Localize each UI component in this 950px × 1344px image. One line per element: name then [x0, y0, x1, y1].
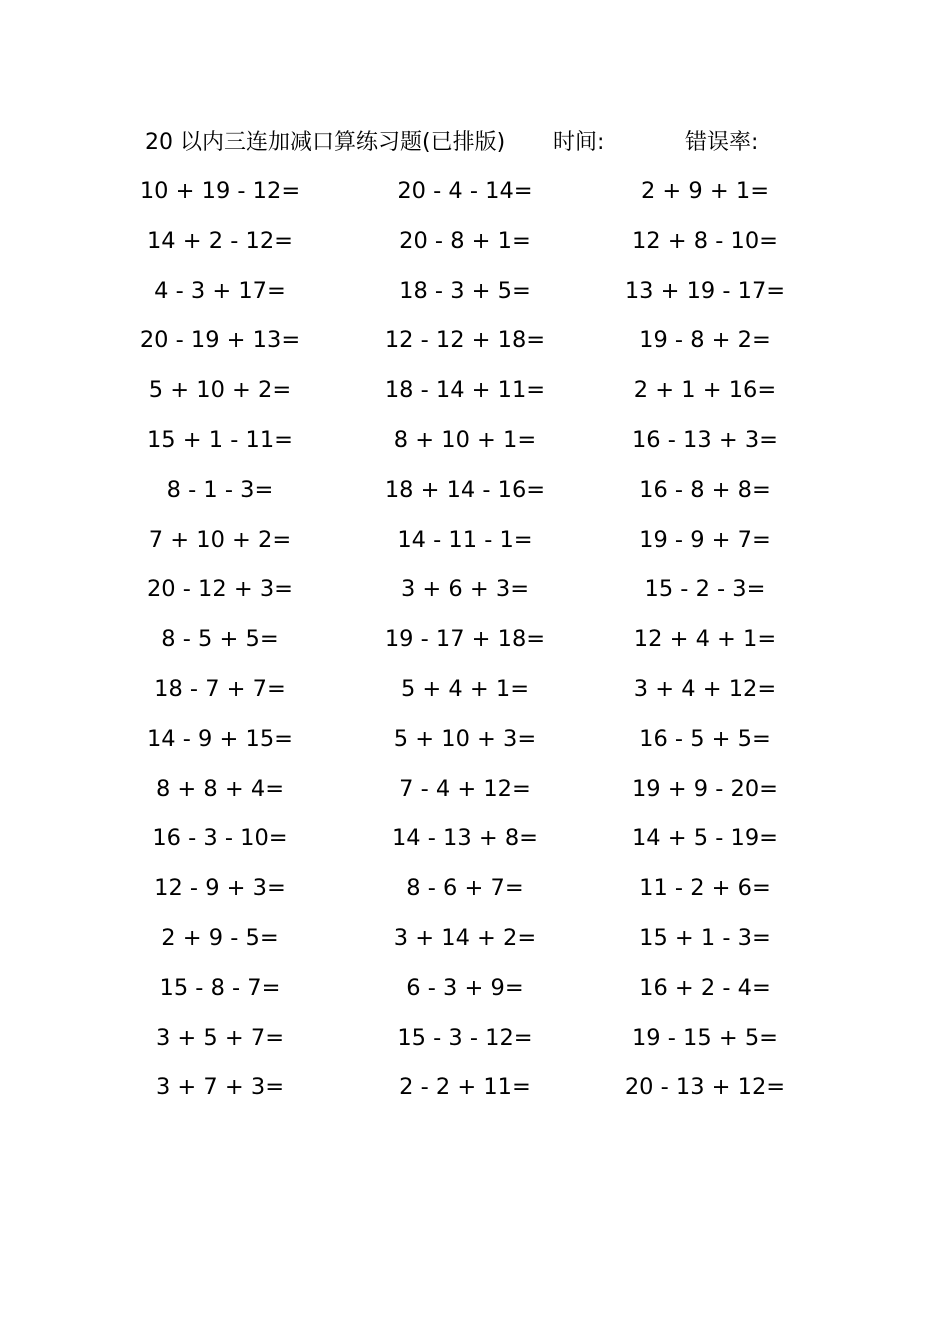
problem-column-2 [380, 174, 550, 1120]
math-problem: 20 - 8 + 1= [399, 227, 531, 254]
math-problem: 16 - 3 - 10= [152, 825, 288, 852]
math-problem: 14 - 11 - 1= [397, 526, 533, 553]
math-problem: 15 + 1 - 11= [146, 426, 293, 453]
math-problem: 2 + 1 + 16= [633, 377, 777, 404]
math-problem: 12 + 8 - 10= [631, 227, 778, 254]
time-label: 时间: [553, 130, 605, 155]
math-problem: 18 - 3 + 5= [399, 277, 531, 304]
math-problem: 19 + 9 - 20= [631, 775, 778, 802]
problem-column-1 [140, 174, 300, 1120]
math-problem: 15 - 3 - 12= [397, 1024, 533, 1051]
math-problem: 18 - 7 + 7= [154, 675, 286, 702]
math-problem: 14 - 13 + 8= [391, 825, 538, 852]
math-problem: 19 - 9 + 7= [639, 526, 771, 553]
math-problem: 13 + 19 - 17= [624, 277, 786, 304]
math-problem: 11 - 2 + 6= [639, 875, 771, 902]
math-problem: 20 - 4 - 14= [397, 178, 533, 204]
math-problem: 10 + 19 - 12= [139, 178, 301, 204]
math-problem: 3 + 14 + 2= [393, 924, 537, 951]
math-problem: 3 + 6 + 3= [400, 576, 530, 603]
math-problem: 15 + 1 - 3= [639, 924, 771, 951]
math-problem: 20 - 12 + 3= [146, 576, 293, 603]
math-problem: 18 + 14 - 16= [384, 476, 546, 503]
math-problem: 6 - 3 + 9= [406, 974, 524, 1001]
math-problem: 3 + 4 + 12= [633, 675, 777, 702]
math-problem: 8 - 6 + 7= [406, 875, 524, 902]
math-problem: 19 - 8 + 2= [639, 327, 771, 354]
math-problem: 16 - 13 + 3= [631, 426, 778, 453]
math-problem: 20 - 19 + 13= [139, 327, 301, 354]
math-problem: 7 + 10 + 2= [148, 526, 292, 553]
math-problem: 3 + 5 + 7= [155, 1024, 285, 1051]
math-problem: 18 - 14 + 11= [384, 377, 546, 404]
math-problem: 5 + 10 + 2= [148, 377, 292, 404]
math-problem: 12 - 9 + 3= [154, 875, 286, 902]
math-problem: 15 - 8 - 7= [159, 974, 281, 1001]
math-problem: 8 + 8 + 4= [155, 775, 285, 802]
error-rate-label: 错误率: [685, 130, 759, 155]
math-problem: 5 + 4 + 1= [400, 675, 530, 702]
math-problem: 19 - 17 + 18= [384, 626, 546, 653]
math-problem: 14 + 5 - 19= [631, 825, 778, 852]
problem-column-3 [620, 174, 790, 1120]
math-problem: 8 - 5 + 5= [161, 626, 279, 653]
math-problem: 14 - 9 + 15= [146, 725, 293, 752]
math-problem: 8 - 1 - 3= [166, 476, 274, 503]
worksheet-title: 20 以内三连加减口算练习题(已排版) [145, 130, 506, 155]
math-problem: 16 - 5 + 5= [639, 725, 771, 752]
worksheet-header [145, 126, 825, 160]
math-problem: 16 - 8 + 8= [639, 476, 771, 503]
math-problem: 4 - 3 + 17= [154, 277, 286, 304]
math-problem: 16 + 2 - 4= [639, 974, 771, 1001]
math-problem: 14 + 2 - 12= [146, 227, 293, 254]
math-problem: 2 - 2 + 11= [399, 1074, 531, 1101]
math-problem: 19 - 15 + 5= [631, 1024, 778, 1051]
math-problem: 7 - 4 + 12= [399, 775, 531, 802]
math-problem: 5 + 10 + 3= [393, 725, 537, 752]
math-problem: 2 + 9 - 5= [161, 924, 279, 951]
math-problem: 12 - 12 + 18= [384, 327, 546, 354]
math-problem: 12 + 4 + 1= [633, 626, 777, 653]
math-problem: 15 - 2 - 3= [644, 576, 766, 603]
math-problem: 2 + 9 + 1= [640, 178, 770, 204]
math-problem: 20 - 13 + 12= [624, 1074, 786, 1101]
math-problem: 3 + 7 + 3= [155, 1074, 285, 1101]
math-problem: 8 + 10 + 1= [393, 426, 537, 453]
